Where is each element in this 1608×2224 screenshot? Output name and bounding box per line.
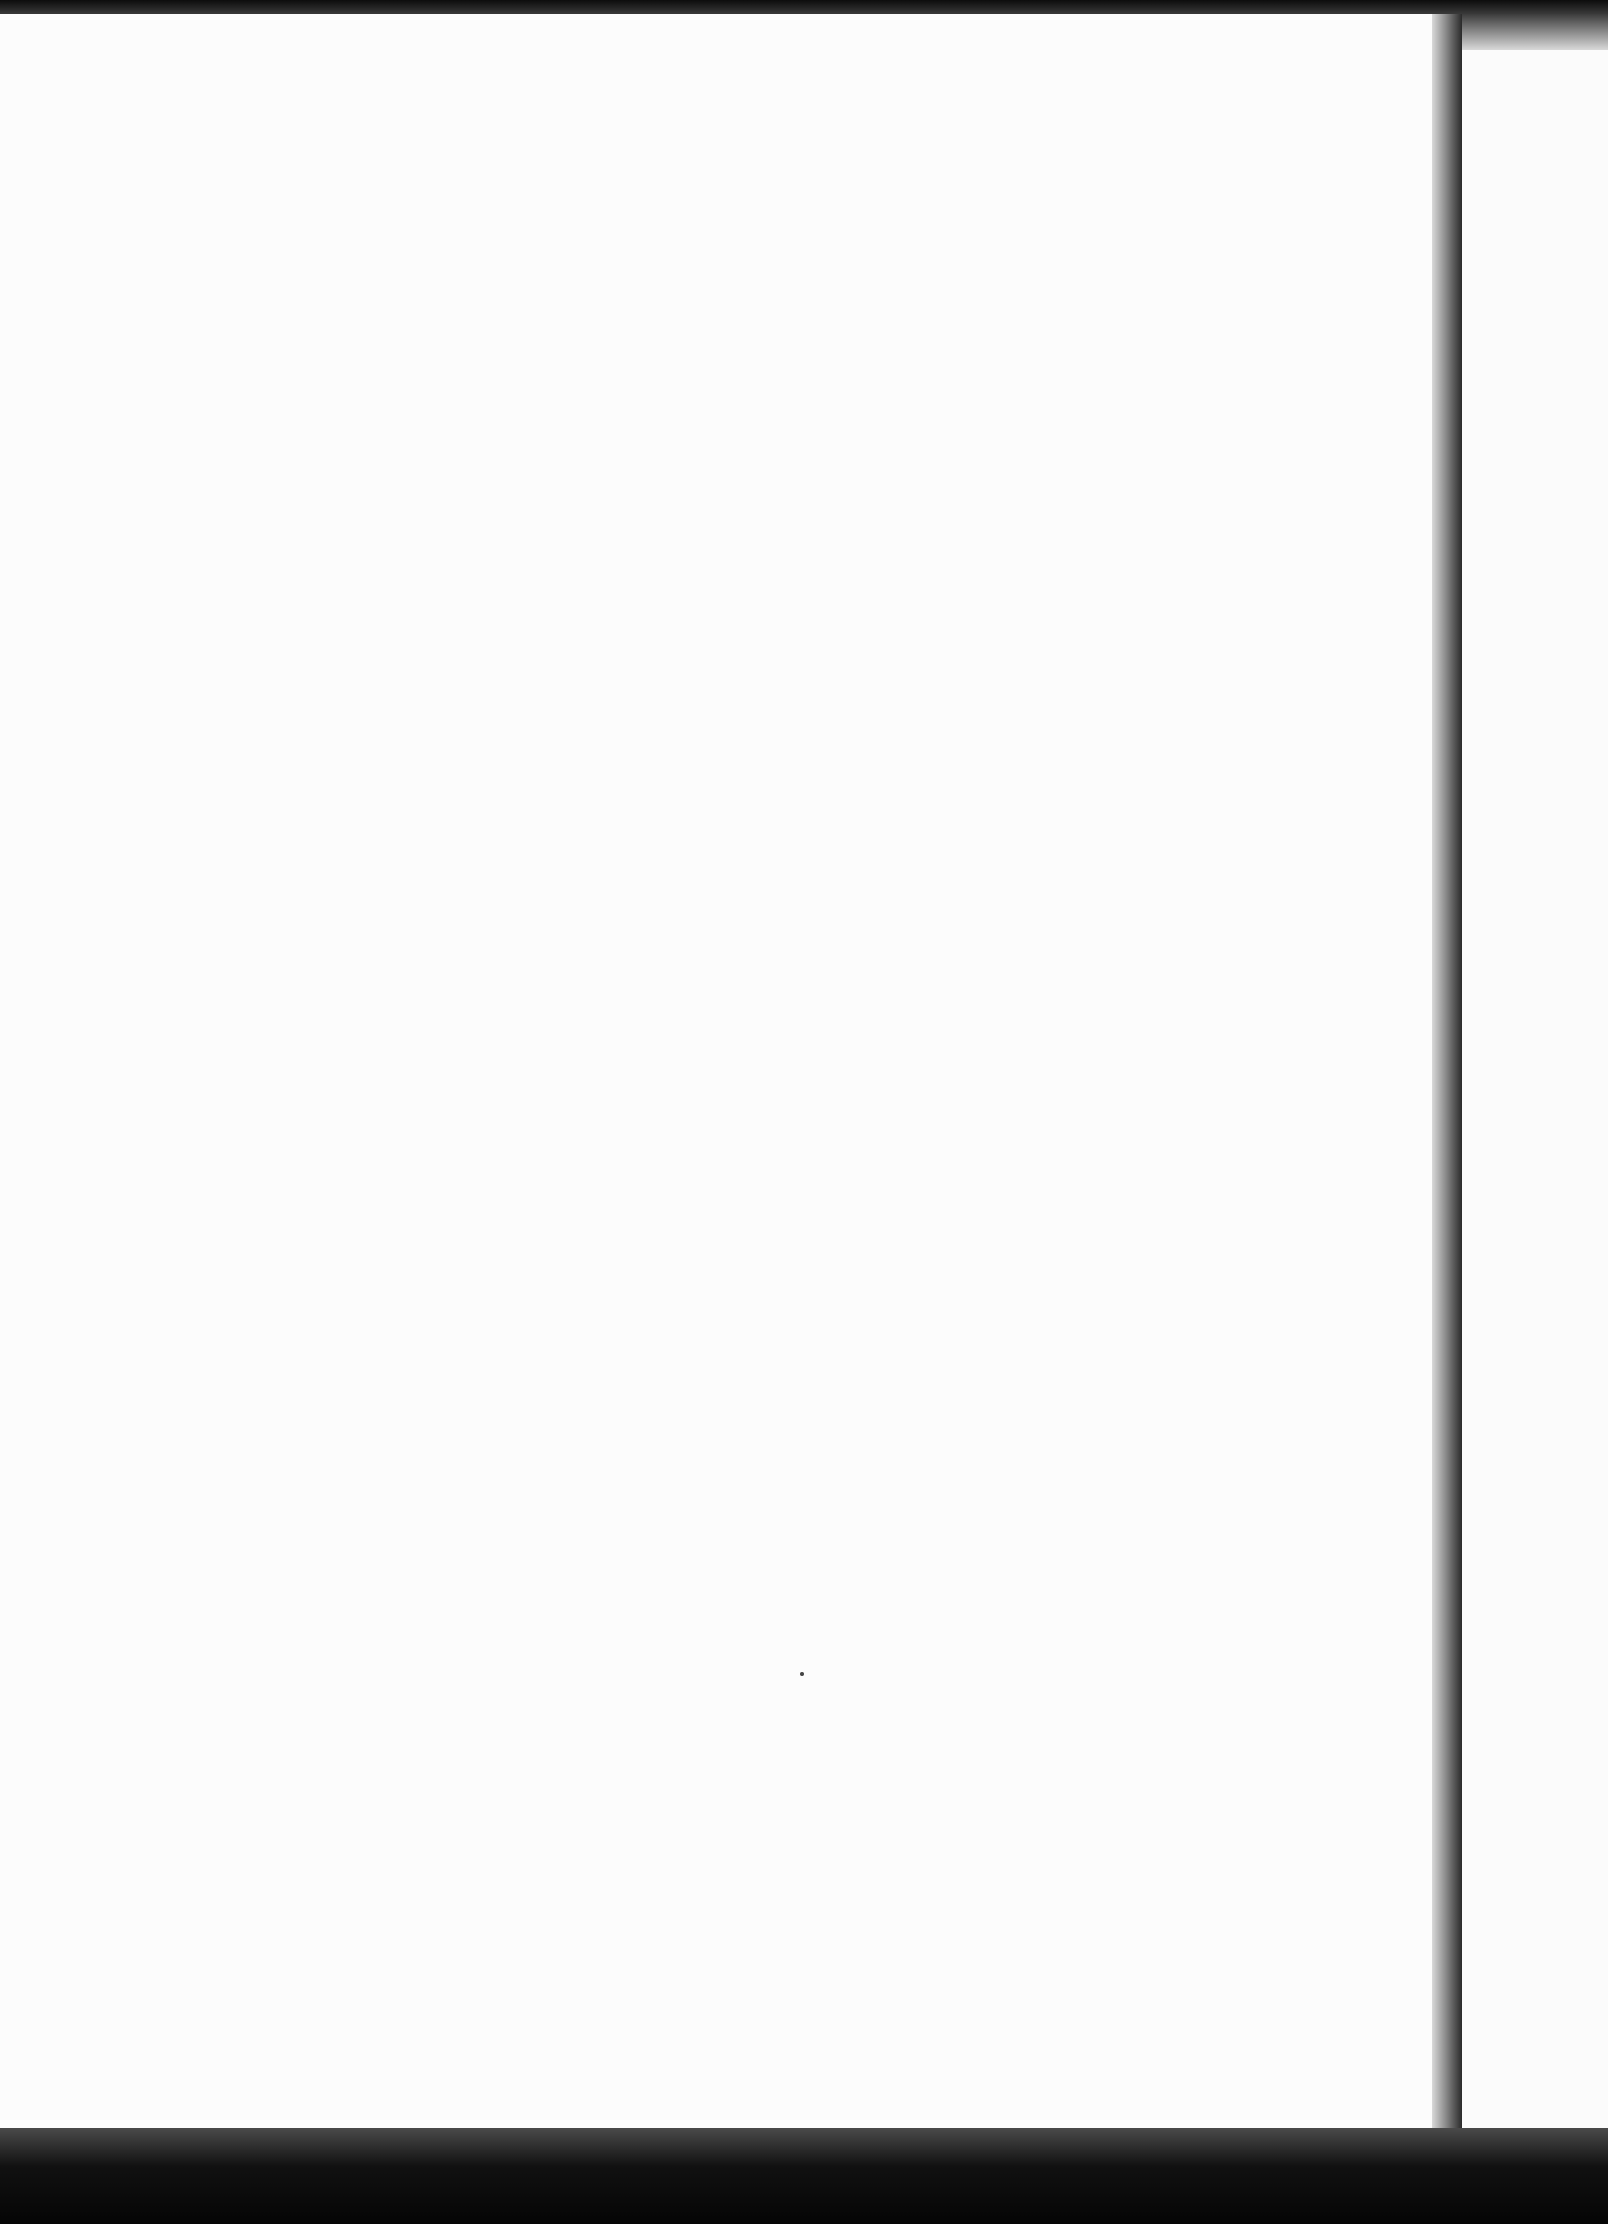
facing-page (1462, 50, 1608, 2128)
scan-top-edge (0, 0, 1608, 14)
speck (800, 1672, 804, 1676)
left-page (0, 14, 1432, 2128)
scan-bottom-edge (0, 2128, 1608, 2224)
facing-page-shadow (1440, 14, 1608, 54)
page-header (398, 282, 1318, 322)
book-gutter (1432, 14, 1462, 2128)
